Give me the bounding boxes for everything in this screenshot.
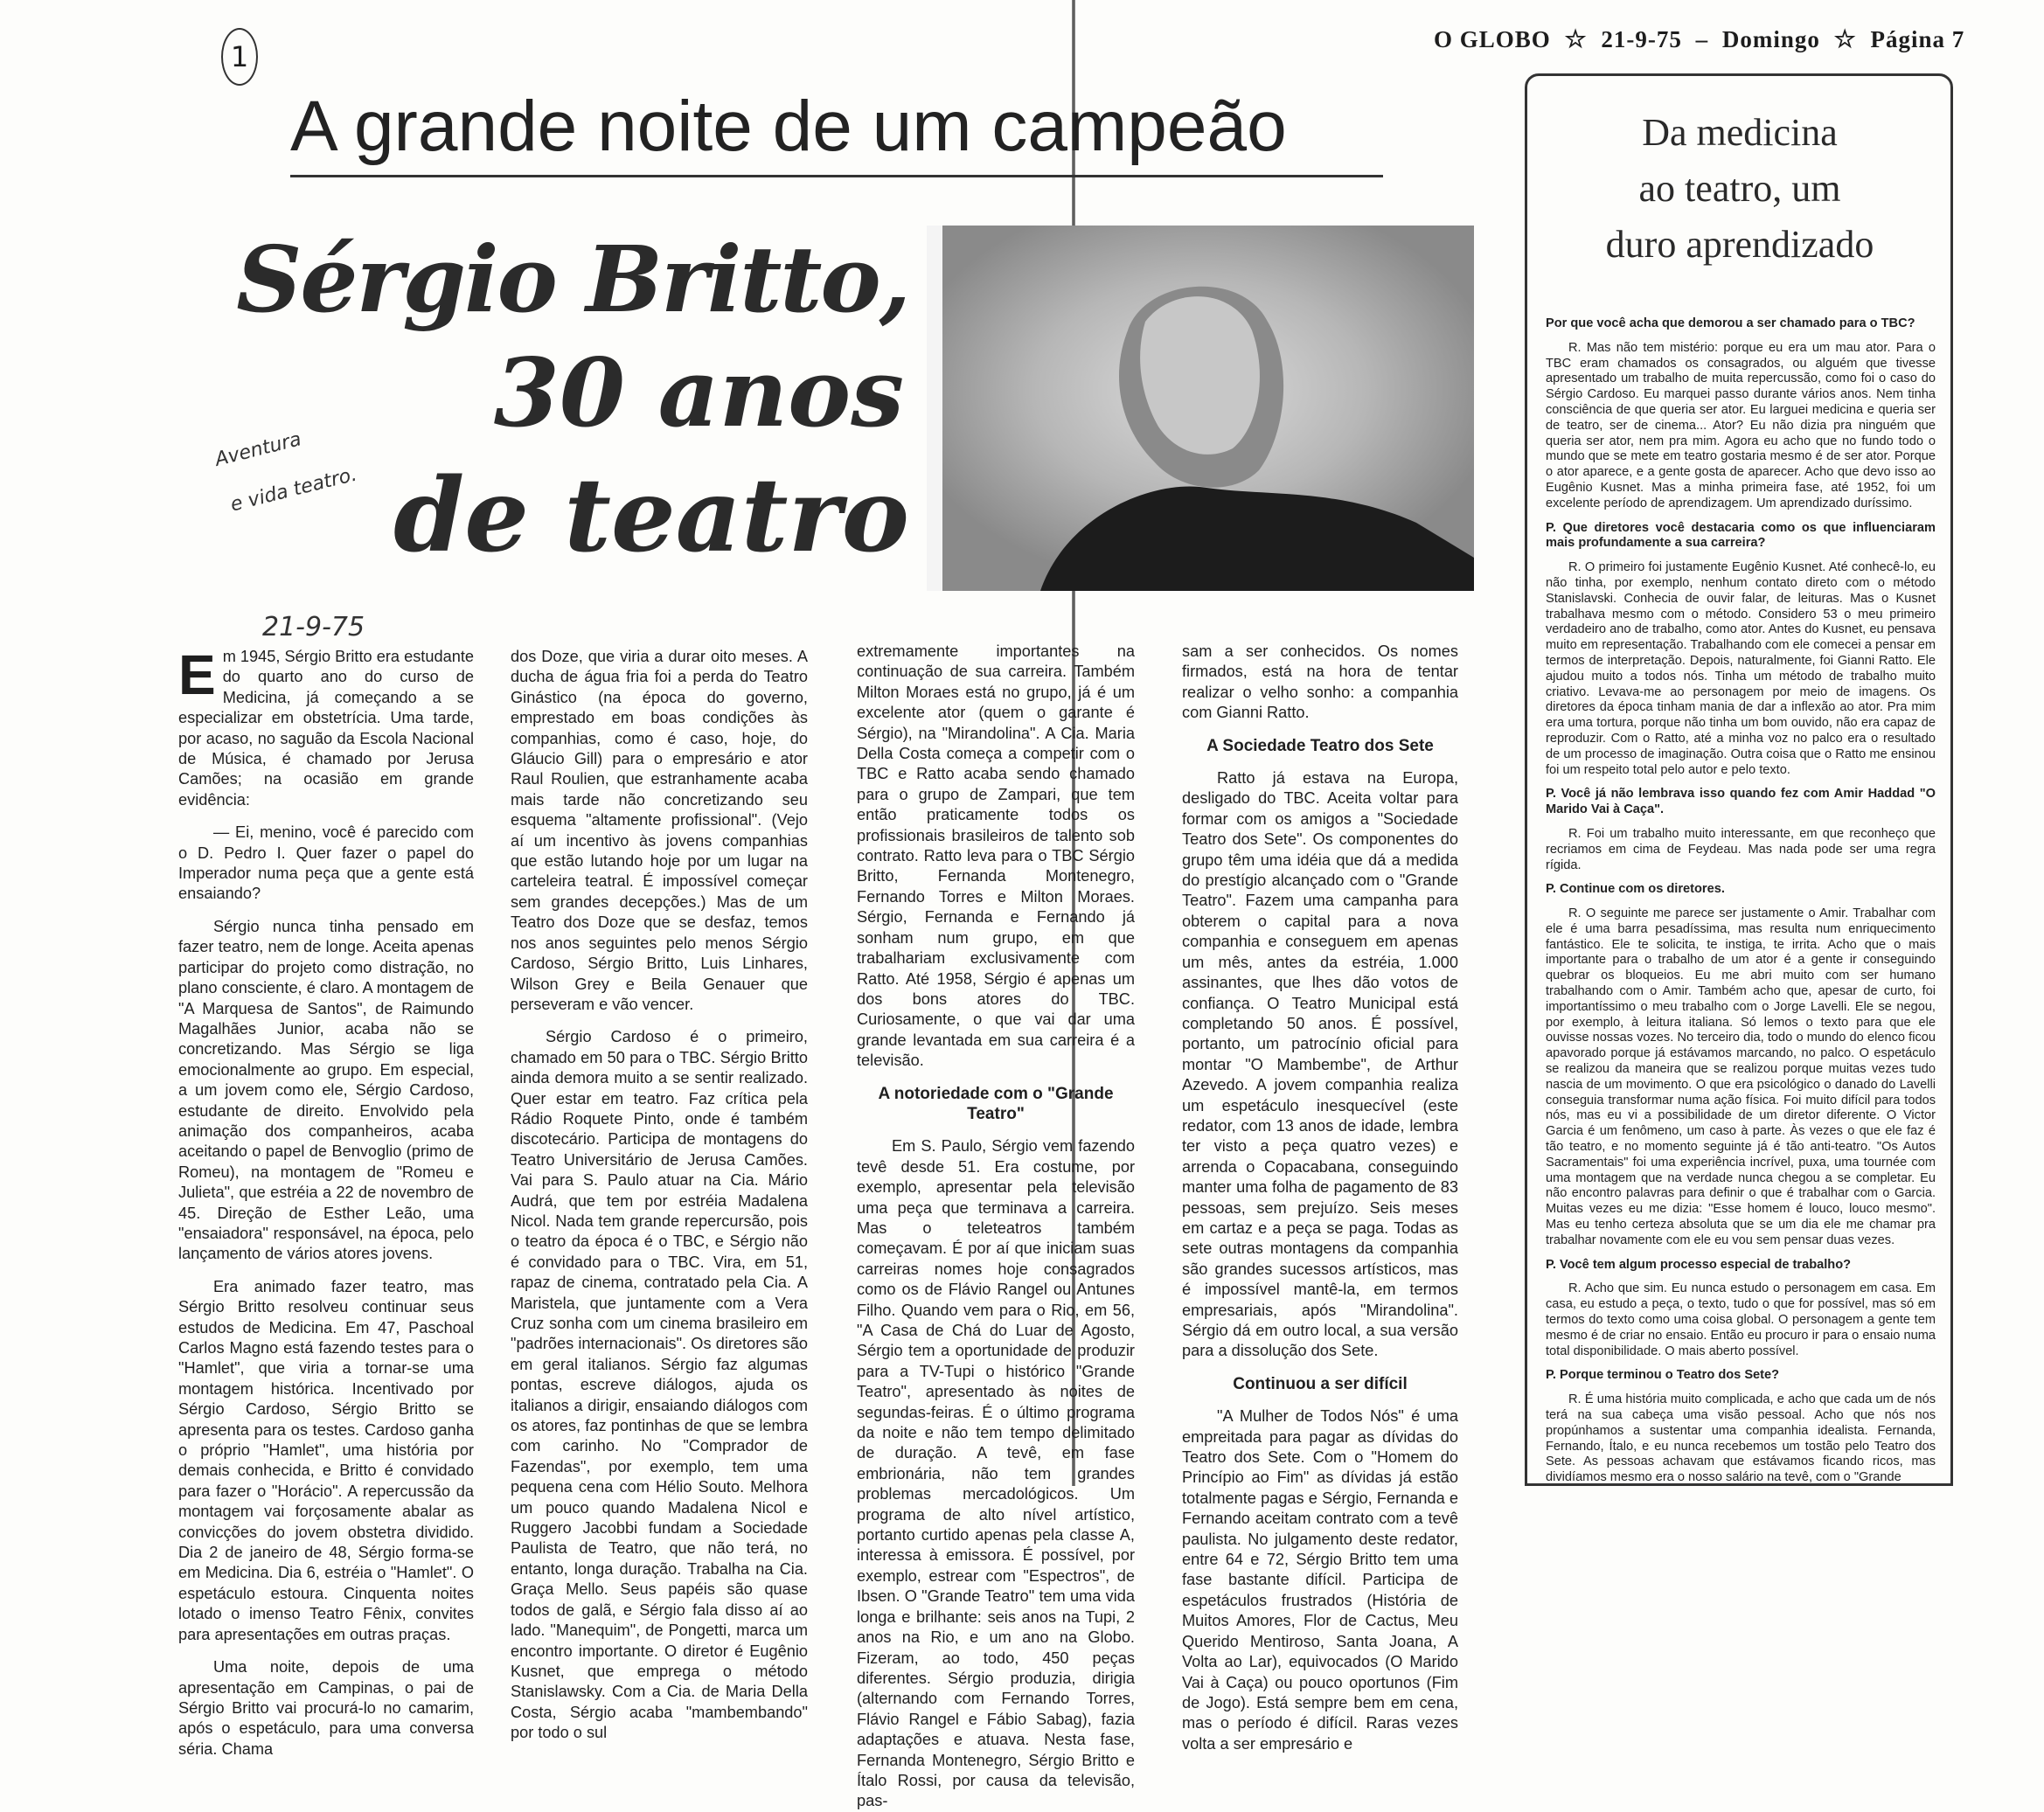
- headline-title: [192, 227, 909, 594]
- section-heading: Continuou a ser difícil: [1233, 1374, 1408, 1393]
- drop-cap: E: [178, 643, 216, 706]
- masthead: [1434, 24, 1965, 54]
- sidebar-title-line-3: duro aprendizado: [1605, 223, 1874, 266]
- sidebar-title-line-2: ao teatro, um: [1638, 167, 1841, 210]
- interview-question: P. Você tem algum processo especial de trabalho?: [1546, 1257, 1852, 1272]
- article-paragraph: sam a ser conhecidos. Os nomes firmados, está na hora de tentar realizar o velho sonho: a companhia com Gianni Ratto.: [1182, 642, 1458, 722]
- star-icon: ☆: [1564, 26, 1588, 53]
- headline-line-3: de teatro: [393, 456, 909, 575]
- sidebar-title: [1539, 105, 1941, 297]
- article-column-4: [1182, 642, 1458, 1753]
- handwritten-date: 21-9-75: [262, 612, 365, 642]
- paragraph-text: m 1945, Sérgio Britto era estudante do quarto ano do curso de Medicina, já começando a se especializar em obstetrícia. Uma tarde, por acaso, no saguão da Escola Nacional de Música, é chamado por Jerusa Camões; na ocasião em grande evidência:: [178, 648, 474, 809]
- interview-question: P. Você já não lembrava isso quando fez com Amir Haddad "O Marido Vai à Caça".: [1546, 787, 1936, 817]
- page-number: Página 7: [1870, 26, 1965, 52]
- interview-answer: R. Foi um trabalho muito interessante, em que reconheço que recriamos em cima de Feydeau. Mas nada pode ser uma regra rígida.: [1546, 826, 1936, 872]
- star-icon: ☆: [1833, 26, 1857, 53]
- interview-answer: R. Acho que sim. Eu nunca estudo o personagem em casa. Em casa, eu estudo a peça, o texto, tudo o que for possível, mas só em termos do texto como uma coisa global. O personagem a gente tem mesmo é de criar no ensaio. Então eu procuro ir para o ensaio numa total disponibilidade. O mais aberto possível.: [1546, 1281, 1936, 1358]
- article-paragraph: Sérgio Cardoso é o primeiro, chamado em 50 para o TBC. Sérgio Britto ainda demora muito a se sentir realizado. Quer estar em teatro. Faz crítica pela Rádio Roquete Pinto, onde é também discotecário. Participa de montagens do Teatro Universitário de Jerusa Camões. Vai para S. Paulo atuar na Cia. Mário Audrá, que tem por estréia Madalena Nicol. Nada tem grande repercursão, pois o teatro da época é o TBC, e Sérgio não é convidado para o TBC. Vira, em 51, rapaz de cinema, contratado pela Cia. A Maristela, que juntamente com a Vera Cruz sonha com um cinema brasileiro em "padrões internacionais". Os diretores são em geral italianos. Sérgio faz algumas pontas, escreve diálogos, ajuda os italianos a dirigir, ensaiando diálogos com os atores, faz pontinhas de que se lembra com carinho. No "Comprador de Fazendas", por exemplo, tem uma pequena cena com Hélio Souto. Melhora um pouco quando Madalena Nicol e Ruggero Jacobbi fundam a Sociedade Paulista de Teatro, que não terá, no entanto, longa duração. Trabalha na Cia. Graça Mello. Seus papéis são quase todos de galã, e Sérgio fala disso aí ao lado. "Manequim", de Pongetti, marca um encontro importante. O diretor é Eugênio Kusnet, que emprega o método Stanislawsky. Com a Cia. de Maria Della Costa, Sérgio acaba "mambembando" por todo o sul: [511, 1028, 808, 1742]
- article-paragraph: extremamente importantes na continuação de sua carreira. Também Milton Moraes está no grupo, já é um excelente ator (quem o garante é Sérgio), na "Mirandolina". A Cia. Maria Della Costa começa a competir com o TBC e Ratto acaba sendo chamado para o grupo de Zampari, que tem então praticamente todos os profissionais brasileiros de talento sob contrato. Ratto leva para o TBC Sérgio Britto, Fernanda Montenegro, Fernando Torres e Milton Moraes. Sérgio, Fernanda e Fernando já sonham num grupo, em que trabalhariam exclusivamente com Ratto. Até 1958, Sérgio é apenas um dos bons atores do TBC. Curiosamente, o que vai dar uma grande levantada em sua carreira é a televisão.: [857, 642, 1135, 1070]
- article-column-3: [857, 642, 1135, 1810]
- interview-question: P. Continue com os diretores.: [1546, 882, 1725, 897]
- article-paragraph: [178, 643, 474, 810]
- portrait-photo-graphic: [927, 226, 1474, 591]
- headline-kicker: A grande noite de um campeão: [290, 87, 1383, 177]
- circled-number-text: 1: [230, 40, 249, 73]
- headline-line-2: 30 anos: [493, 338, 904, 448]
- masthead-dash: –: [1695, 26, 1709, 52]
- headline-line-1: Sérgio Britto,: [236, 226, 909, 333]
- article-paragraph: — Ei, menino, você é parecido com o D. Pedro I. Quer fazer o papel do Imperador numa peça que a gente está ensaiando?: [178, 823, 474, 903]
- interview-answer: R. O primeiro foi justamente Eugênio Kusnet. Até conhecê-lo, eu não tinha, por exemplo, nenhum contato direto com o método Stanislavski. Conhecia de ouvir falar, de leituras. Mas o Kusnet trabalhava mesmo com o método. Considero 53 o meu primeiro verdadeiro ano de trabalho, como ator. Antes do Kusnet, eu pensava muito em representação. Trabalhando com ele comecei a pensar em termos de interpretação. Depois, naturalmente, foi Gianni Ratto. Ele ajudou muito a todos nós. Tinha um método de trabalho muito criativo. Levava-me ao personagem por meio de imagens. Os diretores da época tinham mania de dar a inflexão ao ator. Pra mim era uma tortura, porque não tinha um bom ouvido, não era capaz de reproduzir. Com o Ratto, até a minha voz no palco era o resultado de um processo de imaginação. Outra coisa que o Ratto me ensinou foi um respeito total pelo autor e pelo texto.: [1546, 560, 1936, 777]
- article-paragraph: Em S. Paulo, Sérgio vem fazendo tevê desde 51. Era costume, por exemplo, apresentar pela televisão uma peça que terminava a carreira. Mas o teleteatros também começavam. É por aí que iniciam suas carreiras nomes hoje consagrados como os de Flávio Rangel ou Antunes Filho. Quando vem para o Rio, em 56, "A Casa de Chá do Luar de Agosto, Sérgio tem a oportunidade de produzir para a TV-Tupi o histórico "Grande Teatro", apresentado às noites de segundas-feiras. É o último programa da noite e não tem tempo delimitado de duração. A tevê, em fase embrionária, não tem grandes problemas mercadológicos. Um programa de alto nível artístico, portanto curtido apenas pela classe A, interessa à emissora. É possível, por exemplo, estrear com "Espectros", de Ibsen. O "Grande Teatro" tem uma vida longa e brilhante: seis anos na Tupi, 2 anos na Rio, e um ano na Globo. Fizeram, ao todo, 450 peças diferentes. Sérgio produzia, dirigia (alternando com Fernando Torres, Flávio Rangel e Fábio Sabag), fazia adaptações e atuava. Nesta fase, Fernanda Montenegro, Sérgio Britto e Ítalo Rossi, por causa da televisão, pas-: [857, 1137, 1135, 1810]
- portrait-photo: [927, 226, 1474, 591]
- paper-name: O GLOBO: [1434, 26, 1551, 52]
- article-column-1: [178, 643, 474, 1758]
- section-heading: A notoriedade com o "Grande Teatro": [878, 1084, 1114, 1123]
- interview-question: Por que você acha que demorou a ser chamado para o TBC?: [1546, 316, 1915, 330]
- article-column-2: [511, 647, 808, 1742]
- interview-question: P. Que diretores você destacaria como os que influenciaram mais profundamente a sua carreira?: [1546, 520, 1936, 551]
- article-paragraph: Sérgio nunca tinha pensado em fazer teatro, nem de longe. Aceita apenas participar do projeto como distração, no plano consciente, é claro. A montagem de "A Marquesa de Santos", de Raimundo Magalhães Junior, acaba não se concretizando. Mas Sérgio se liga emocionalmente ao grupo. Em especial, a um jovem como ele, Sérgio Cardoso, estudante de direito. Envolvido pela animação dos companheiros, acaba aceitando o papel de Benvoglio (primo de Romeu), na montagem de "Romeu e Julieta", que estréia a 22 de novembro de 45. Direção de Esther Leão, uma "ensaiadora" responsável, na época, pelo lançamento de vários atores jovens.: [178, 917, 474, 1263]
- circled-page-number: [221, 28, 258, 86]
- interview-answer: R. Mas não tem mistério: porque eu era um mau ator. Para o TBC eram chamados os consagrados, ou alguém que tivesse apresentado um trabalho de muita repercussão, como foi o caso do Sérgio Cardoso. Eu marquei passo durante vários anos. Nem tinha consciência de que queria ser ator. Eu larguei medicina e queria ser de teatro, ser de cinema... Ator? Eu não dizia pra ninguém que queria ser ator, nem pra mim. Agora eu acho que no fundo todo o mundo que se mete em teatro gostaria mesmo é de ser ator. Porque o ator aparece, e a gente gosta de aparecer. Acho que devo isso ao Eugênio Kusnet. Mas a minha primeira fase, até 1952, foi um excelente período de aprendizagem. Um aprendizado duríssimo.: [1546, 340, 1936, 510]
- article-paragraph: "A Mulher de Todos Nós" é uma empreitada para pagar as dívidas do Teatro dos Sete. Com o "Homem do Princípio ao Fim" as dívidas já estão totalmente pagas e Sérgio, Fernanda e Fernando aceitam contrato com a tevê paulista. No julgamento deste redator, entre 64 e 72, Sérgio Britto tem uma fase bastante difícil. Participa de espetáculos frustrados (História de Muitos Amores, Flor de Cactus, Meu Querido Mentiroso, Santa Joana, A Volta ao Lar), equivocados (O Marido Vai à Caça) ou pouco oportunos (Fim de Jogo). Está sempre bem em cena, mas o período é difícil. Raras vezes volta a ser empresário e: [1182, 1407, 1458, 1753]
- handwritten-note-2: e vida teatro.: [228, 463, 359, 517]
- article-paragraph: Uma noite, depois de uma apresentação em Campinas, o pai de Sérgio Britto vai procurá-lo no camarim, após o espetáculo, para uma conversa séria. Chama: [178, 1658, 474, 1758]
- article-paragraph: Ratto já estava na Europa, desligado do TBC. Aceita voltar para formar com os amigos a "Sociedade Teatro dos Sete". Os componentes do grupo têm uma idéia que dá a medida do prestígio alcançado com o "Grande Teatro". Fazem uma campanha para obterem o capital para a nova companhia e conseguem em apenas um mês, antes da estréia, 1.000 assinantes, que lhes dão votos de confiança. O Teatro Municipal está completando 50 anos. É possível, portanto, um patrocínio oficial para montar "O Mambembe", de Arthur Azevedo. A jovem companhia realiza um espetáculo inesquecível (este redator, com 13 anos de idade, lembra ter visto a peça quatro vezes) e arrenda o Copacabana, conseguindo manter uma folha de pagamento de 83 pessoas, sem prejuízo. Seis meses em cartaz e a peça se paga. Todas as sete outras montagens da companhia são grandes sucessos artísticos, mas é impossível mantê-la, em termos empresariais, após "Mirandolina". Sérgio dá em outro local, a sua versão para a dissolução dos Sete.: [1182, 769, 1458, 1360]
- interview-question: P. Porque terminou o Teatro dos Sete?: [1546, 1368, 1780, 1383]
- interview-answer: R. É uma história muito complicada, e acho que cada um de nós terá na sua cabeça uma visão pessoal. Acho que nós nos propúnhamos a sustentar uma companhia idealista. Fernanda, Fernando, Ítalo, e eu nunca recebemos um tostão pelo Teatro dos Sete. As pessoas achavam que estávamos ficando ricos, mas dividíamos mesmo era o nosso salário na tevê, com o "Grande: [1546, 1392, 1936, 1485]
- issue-date: 21-9-75: [1601, 26, 1682, 52]
- sidebar-title-line-1: Da medicina: [1642, 111, 1838, 154]
- interview-answer: R. O seguinte me parece ser justamente o Amir. Trabalhar com ele é uma barra pesadíssima, mas resulta num enriquecimento fantástico. Ele te solicita, te instiga, te irrita. Acho que o mais importante para o trabalho de um ator é a gente ir conseguindo quebrar os bloqueios. Eu me abri muito com ser humano trabalhando com o Amir. Também acho que, apesar de curto, foi importantíssimo o meu trabalho com o Jorge Lavelli. Ele se negou, por exemplo, à leitura italiana. Só lemos o texto para que ele ouvisse nossas vozes. No terceiro dia, todo o mundo do elenco ficou apavorado porque já estávamos marcando, no palco. O espetáculo se realizou da maneira que se realizou porque muitas vezes tudo nascia de um movimento. O que era psicológico o danado do Lavelli conseguia transformar numa ação física. Foi muito difícil para todos nós, mas eu vi a possibilidade de um diretor diferente. O Victor Garcia é um fenômeno, um caso à parte. Às vezes o que ele faz é tão teatro, e no momento seguinte já é tão anti-teatro. "Os Autos Sacramentais" foi uma experiência incrível, puxa, uma tournée com uma montagem que na verdade nunca chegou a se completar. Eu não encontro palavras para definir o que é trabalhar com o Garcia. Muitas vezes eu me dizia: "Esse homem é louco, louco mesmo". Mas eu tenho certeza absoluta que se um dia ele me chamar pra trabalhar novamente com ele eu vou sem pensar duas vezes.: [1546, 906, 1936, 1247]
- section-heading: A Sociedade Teatro dos Sete: [1206, 736, 1434, 755]
- article-paragraph: Era animado fazer teatro, mas Sérgio Britto resolveu continuar seus estudos de Medicina. Em 47, Paschoal Carlos Magno está fazendo testes para o "Hamlet", que viria a tornar-se uma montagem histórica. Incentivado por Sérgio Cardoso, Sérgio Britto se apresenta para os testes. Cardoso ganha o próprio "Hamlet", uma história por demais conhecida, e Britto é convidado para fazer o "Horácio". A repercussão da montagem vai forçosamente abalar as convicções do jovem obstetra dividido. Dia 2 de janeiro de 48, Sérgio forma-se em Medicina. Dia 6, estréia o "Hamlet". O espetáculo estoura. Cinquenta noites lotado o imenso Teatro Fênix, convites para apresentações em outras praças.: [178, 1277, 474, 1643]
- issue-weekday: Domingo: [1721, 26, 1820, 52]
- handwritten-note-1: Aventura: [212, 428, 304, 471]
- article-paragraph: dos Doze, que viria a durar oito meses. A ducha de água fria foi a perda do Teatro Ginástico (na época do governo, emprestado em boas condições às companhias, como é caso, hoje, do Gláucio Gill) para o empresário e ator Raul Roulien, que estranhamente acaba mais tarde não concretizando seu esquema "altamente profissional". (Vejo aí um incentivo às jovens companhias que estão lutando hoje por um lugar na carteleira teatral. É impossível começar sem grandes decepções.) Mas de um Teatro dos Doze que se desfaz, temos nos anos seguintes pelo menos Sérgio Cardoso, Sérgio Britto, Luis Linhares, Wilson Grey e Beila Genauer que perseveram e vão vencer.: [511, 648, 808, 1013]
- interview-body: [1546, 311, 1936, 1485]
